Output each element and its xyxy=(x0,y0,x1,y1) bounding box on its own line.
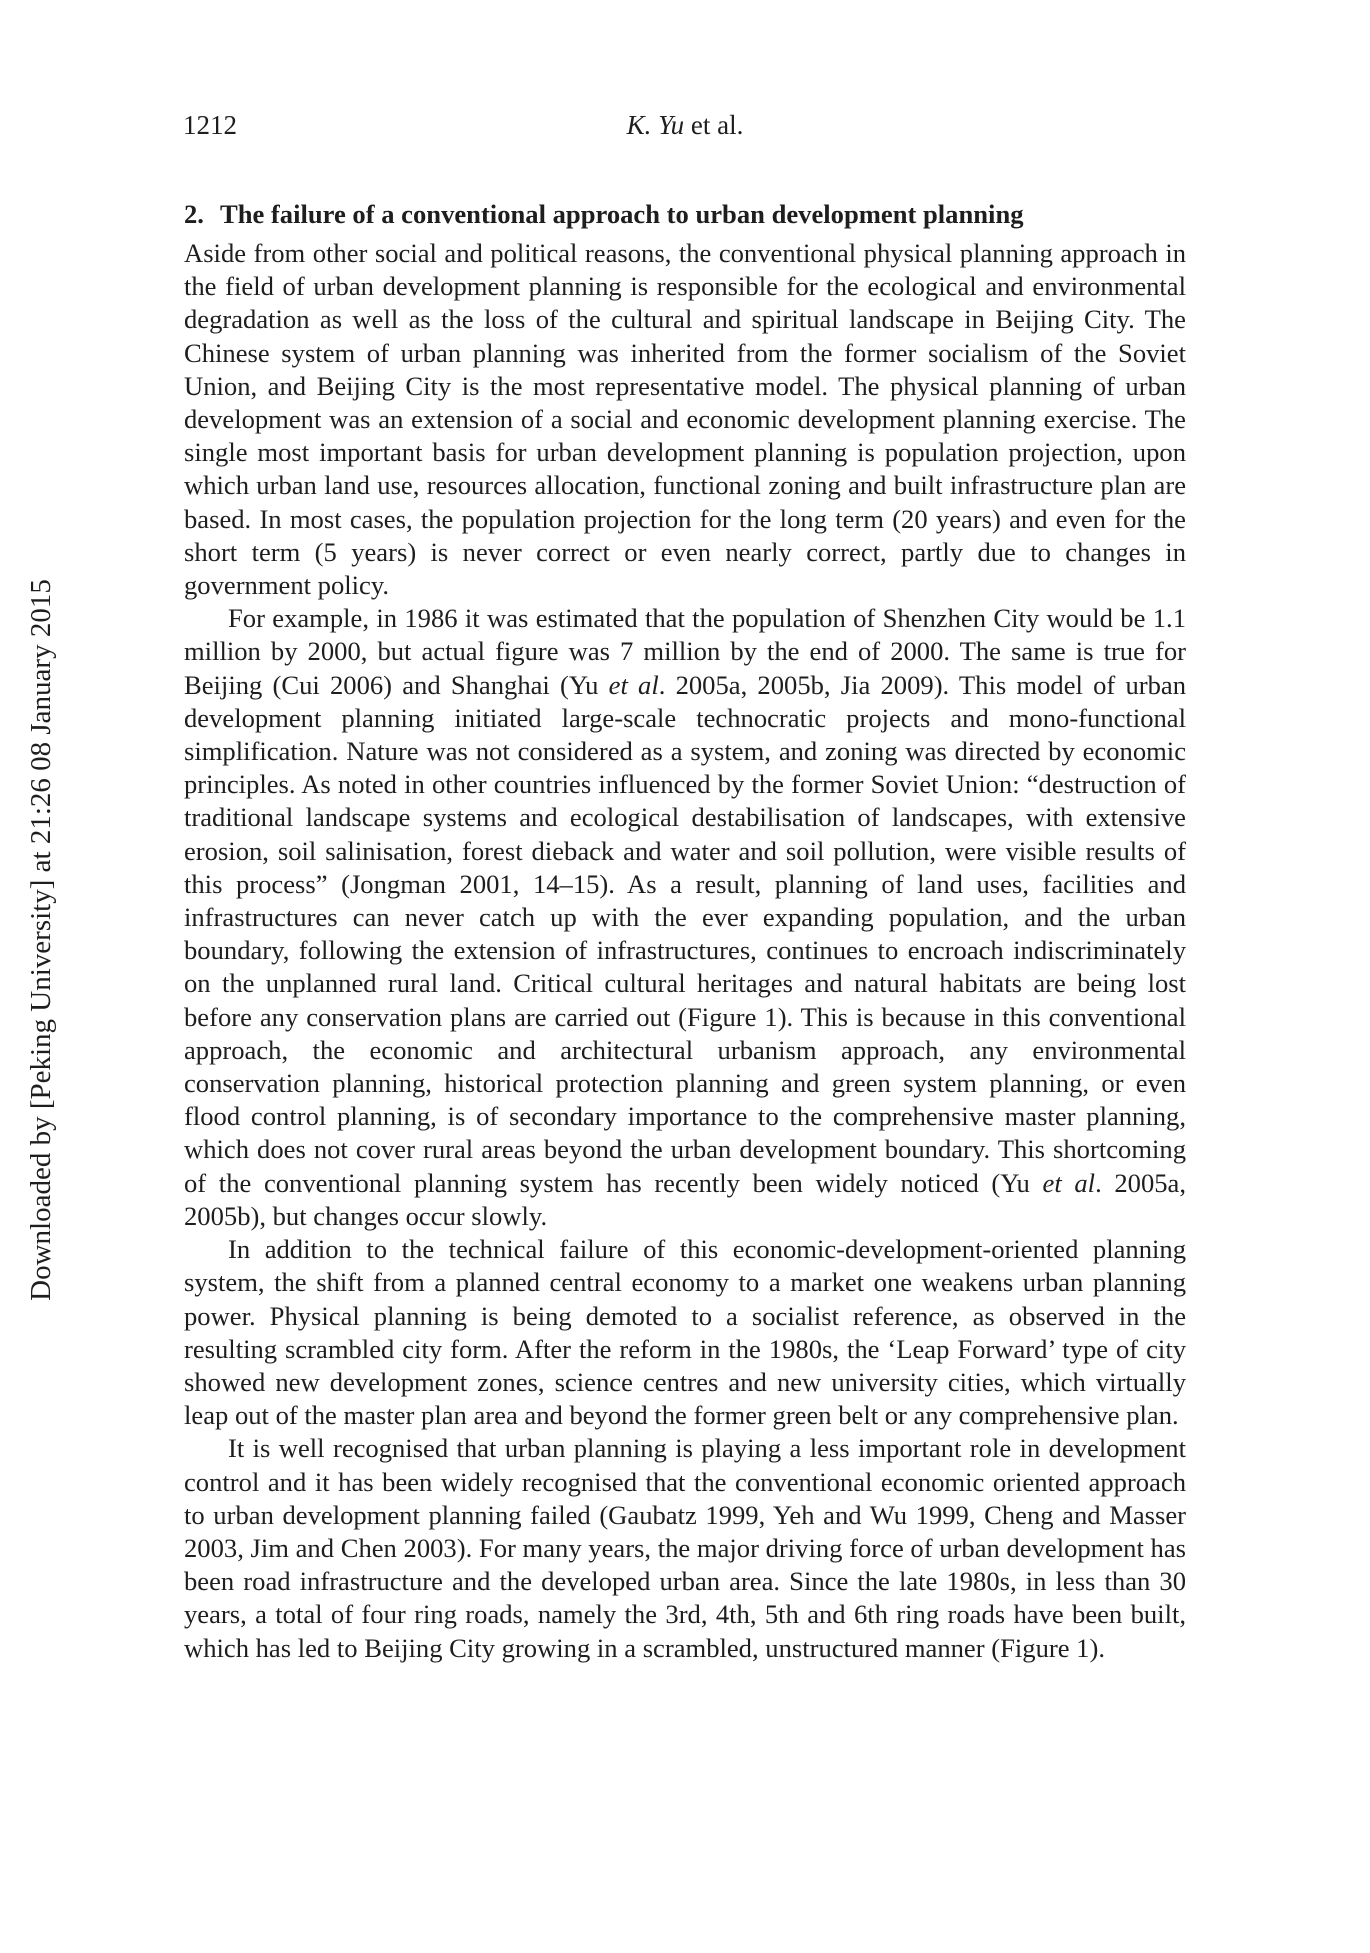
article-body xyxy=(184,198,1186,1665)
paragraph-2-text-2: . 2005a, 2005b, Jia 2009). This model of urban development planning initiated large-scale technocratic projects and mono-functional simplification. Nature was not considered as a system, and zoning was directed by economic principles. As noted in other countries influenced by the former Soviet Union: “destruction of traditional landscape systems and ecological destabilisation of landscapes, with extensive erosion, soil salinisation, forest dieback and water and soil pollution, were visible results of this process” (Jongman 2001, 14–15). As a result, planning of land uses, facilities and infrastructures can never catch up with the ever expanding population, and the urban boundary, following the extension of infrastructures, continues to encroach indiscriminately on the unplanned rural land. Critical cultural heritages and natural habitats are being lost before any conservation plans are carried out (Figure 1). This is because in this conventional approach, the economic and architectural urbanism approach, any environmental conservation planning, historical protection planning and green system planning, or even flood control planning, is of secondary importance to the comprehensive master planning, which does not cover rural areas beyond the urban development boundary. This shortcoming of the conventional planning system has recently been widely noticed (Yu xyxy=(184,669,1186,1198)
paragraph-1: Aside from other social and political reasons, the conventional physical planning approach in the field of urban development planning is responsible for the ecological and environmental degradation as well as the loss of the cultural and spiritual landscape in Beijing City. The Chinese system of urban planning was inherited from the former socialism of the Soviet Union, and Beijing City is the most representative model. The physical planning of urban development was an extension of a social and economic development planning exercise. The single most important basis for urban development planning is population projection, upon which urban land use, resources allocation, functional zoning and built infrastructure plan are based. In most cases, the population projection for the long term (20 years) and even for the short term (5 years) is never correct or even nearly correct, partly due to changes in government policy. xyxy=(184,238,1186,601)
paragraph-2 xyxy=(184,602,1186,1233)
paragraph-3: In addition to the technical failure of this economic-development-oriented planning system, the shift from a planned central economy to a market one weakens urban planning power. Physical planning is being demoted to a socialist reference, as observed in the resulting scrambled city form. After the reform in the 1980s, the ‘Leap Forward’ type of city showed new development zones, science centres and new university cities, which virtually leap out of the master plan area and beyond the former green belt or any comprehensive plan. xyxy=(184,1234,1186,1431)
paragraph-2-italic-2: et al xyxy=(1042,1167,1096,1198)
author-name: K. Yu xyxy=(626,110,685,140)
page-number: 1212 xyxy=(183,110,237,140)
section-heading xyxy=(184,198,1186,231)
paragraph-4: It is well recognised that urban planning is playing a less important role in development control and it has been widely recognised that the conventional economic oriented approach to urban development planning failed (Gaubatz 1999, Yeh and Wu 1999, Cheng and Masser 2003, Jim and Chen 2003). For many years, the major driving force of urban development has been road infrastructure and the developed urban area. Since the late 1980s, in less than 30 years, a total of four ring roads, namely the 3rd, 4th, 5th and 6th ring roads have been built, which has led to Beijing City growing in a scrambled, unstructured manner (Figure 1). xyxy=(184,1433,1186,1663)
section-number: 2. xyxy=(184,199,204,229)
section-title: The failure of a conventional approach to urban development planning xyxy=(219,199,1024,229)
author-suffix: et al. xyxy=(684,110,744,140)
paragraph-2-text-1: For example, in 1986 it was estimated that the population of Shenzhen City would be 1.1 million by 2000, but actual figure was 7 million by the end of 2000. The same is true for Beijing (Cui 2006) and Shanghai (Yu xyxy=(184,603,1186,700)
paragraph-2-text-3: . 2005a, 2005b), but changes occur slowly. xyxy=(184,1167,1187,1231)
running-head xyxy=(183,110,1187,146)
paragraph-2-italic-1: et al xyxy=(608,669,659,700)
download-watermark: Downloaded by [Peking University] at 21:26 08 January 2015 xyxy=(25,579,57,1301)
running-author xyxy=(183,110,1187,141)
